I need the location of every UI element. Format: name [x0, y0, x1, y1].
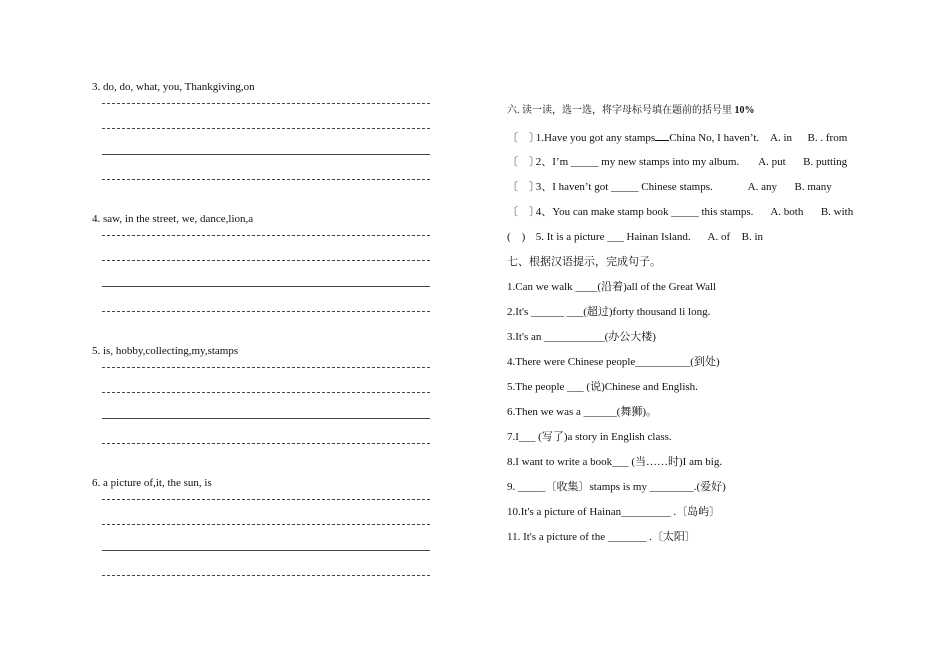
answer-line — [102, 550, 430, 551]
answer-line — [102, 235, 430, 236]
answer-line — [102, 499, 430, 500]
choice-text: 1.Have you got any stamps — [535, 132, 656, 144]
option-a: A. of — [707, 231, 731, 243]
section-6-heading — [507, 104, 755, 118]
choice-text: 3、I haven’t got _____ Chinese stamps. — [535, 181, 713, 193]
question-3 — [92, 80, 432, 212]
option-b: B. . from — [807, 132, 848, 144]
fill-item-5: 5.The people ___ (说)Chinese and English. — [507, 381, 698, 393]
question-3-words: 3. do, do, what, you, Thankgiving,on — [92, 81, 255, 93]
choice-text: 4、You can make stamp book _____ this stamps. — [535, 206, 754, 218]
choice-text: 2、I’m _____ my new stamps into my album. — [535, 156, 740, 168]
fill-item-3: 3.It's an ___________(办公大楼) — [507, 331, 656, 343]
answer-bracket[interactable]: ( ) — [507, 231, 526, 243]
option-a: A. put — [758, 156, 786, 168]
option-b: B. in — [741, 231, 764, 243]
fill-item-11: 11. It's a picture of the _______ .〔太阳〕 — [507, 531, 696, 543]
answer-bracket[interactable]: 〔 〕 — [507, 181, 540, 193]
answer-bracket[interactable]: 〔 〕 — [507, 132, 540, 144]
fill-item-9: 9. _____〔收集〕stamps is my ________.(爱好) — [507, 481, 726, 493]
answer-line — [102, 286, 430, 287]
answer-line — [102, 418, 430, 419]
fill-item-8: 8.I want to write a book___ (当……时)I am big. — [507, 456, 723, 468]
blank-underline — [655, 130, 669, 141]
question-4 — [92, 212, 432, 344]
choice-item-1 — [507, 130, 847, 145]
answer-line — [102, 524, 430, 525]
answer-line — [102, 103, 430, 104]
section-6-points: 10% — [734, 105, 755, 116]
answer-line — [102, 392, 430, 393]
question-6 — [92, 476, 432, 608]
option-a: A. any — [747, 181, 777, 193]
section-7-heading: 七、根据汉语提示，完成句子。 — [507, 255, 661, 268]
question-6-words: 6. a picture of,it, the sun, is — [92, 477, 212, 489]
option-b: B. putting — [803, 156, 848, 168]
fill-item-6: 6.Then we was a ______(舞狮)。 — [507, 406, 657, 418]
question-5 — [92, 344, 432, 476]
answer-line — [102, 128, 430, 129]
choice-item-2 — [507, 155, 847, 169]
option-a: A. both — [770, 206, 804, 218]
answer-line — [102, 367, 430, 368]
fill-item-4: 4.There were Chinese people__________(到处) — [507, 356, 720, 368]
fill-item-1: 1.Can we walk ____(沿着)all of the Great Wall — [507, 281, 717, 293]
choice-text: 5. It is a picture ___ Hainan Island. — [535, 231, 691, 243]
section-6-title: 六. 读一读，选一选，将字母标号填在题前的括号里 — [507, 105, 732, 116]
option-b: B. many — [794, 181, 832, 193]
question-4-words: 4. saw, in the street, we, dance,lion,a — [92, 213, 254, 225]
option-b: B. with — [820, 206, 854, 218]
sentence-ordering-column — [92, 80, 432, 608]
answer-line — [102, 179, 430, 180]
choice-item-4 — [507, 205, 853, 219]
answer-bracket[interactable]: 〔 〕 — [507, 156, 540, 168]
answer-line — [102, 575, 430, 576]
answer-line — [102, 154, 430, 155]
choice-item-3 — [507, 180, 832, 194]
fill-item-10: 10.It's a picture of Hainan_________ .〔岛屿〕 — [507, 506, 721, 518]
fill-item-7: 7.I___ (写了)a story in English class. — [507, 431, 672, 443]
choice-item-5 — [507, 230, 763, 244]
answer-bracket[interactable]: 〔 〕 — [507, 206, 540, 218]
answer-line — [102, 311, 430, 312]
answer-line — [102, 260, 430, 261]
choice-text-after: China No, I haven’t. — [669, 132, 760, 144]
option-a: A. in — [770, 132, 793, 144]
question-5-words: 5. is, hobby,collecting,my,stamps — [92, 345, 239, 357]
fill-item-2: 2.It's ______ ___(超过)forty thousand li long. — [507, 306, 711, 318]
answer-line — [102, 443, 430, 444]
